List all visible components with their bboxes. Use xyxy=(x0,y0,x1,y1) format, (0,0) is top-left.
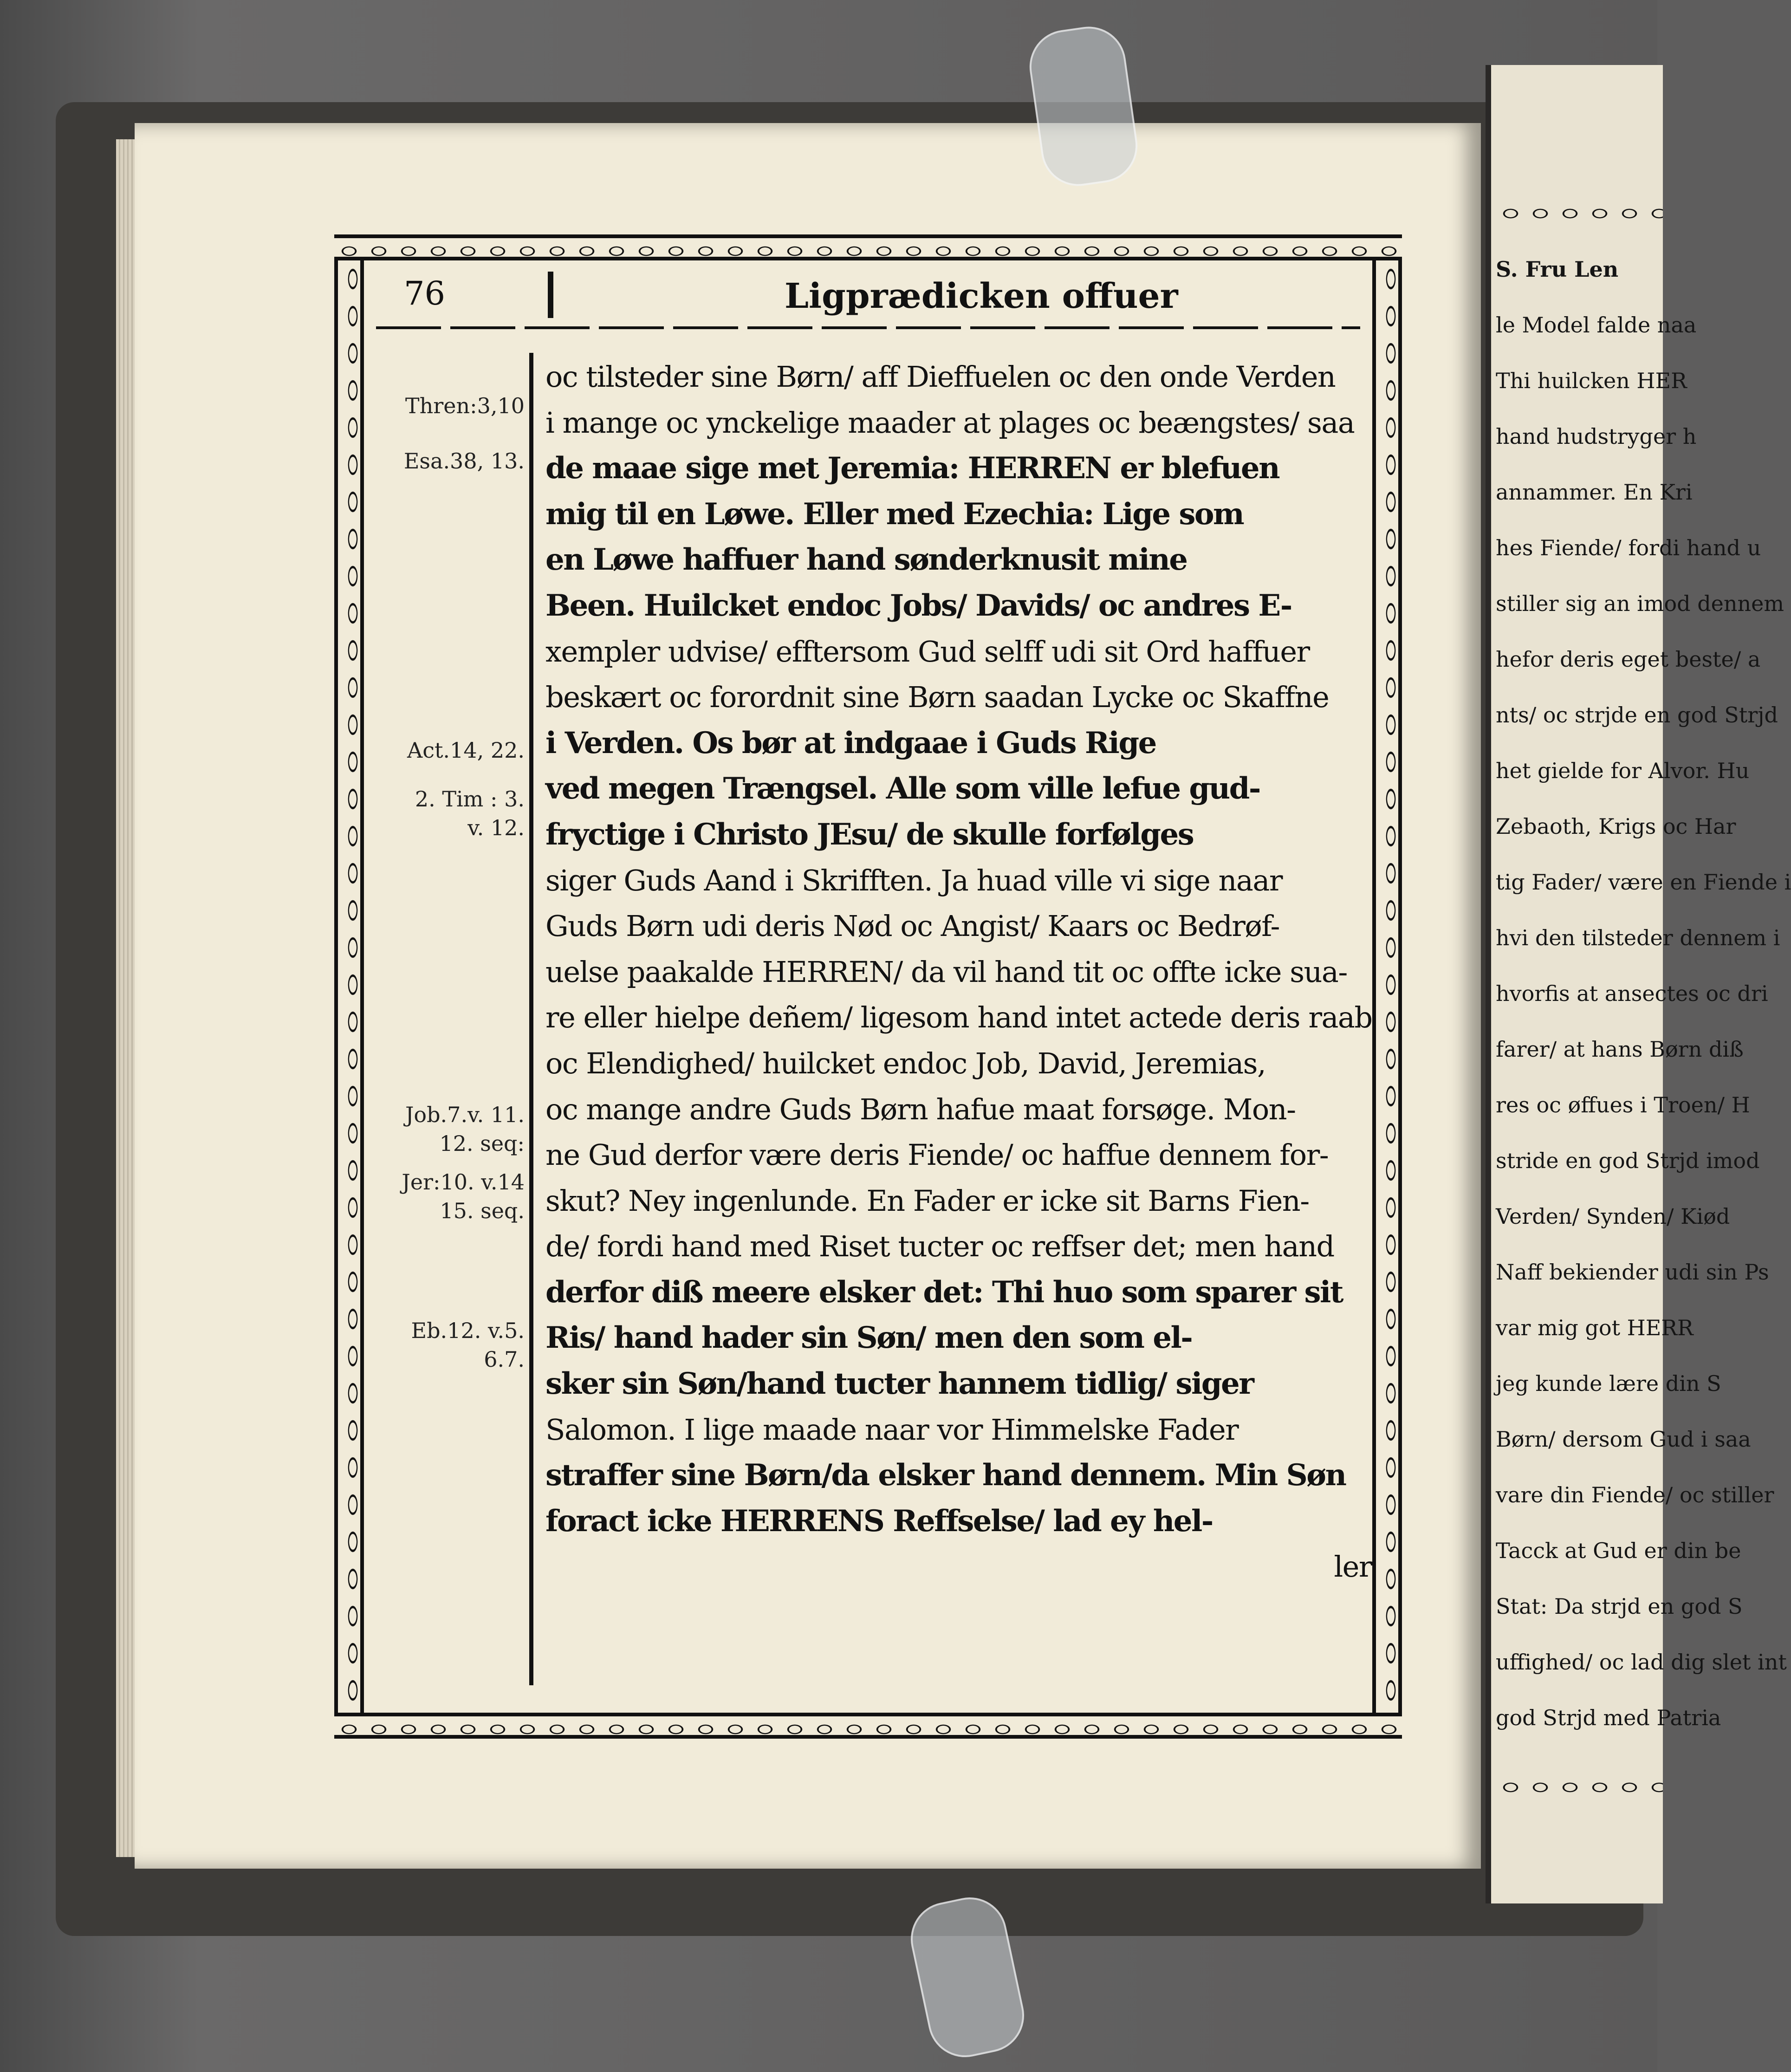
text-line: straffer sine Børn/da elsker hand dennem. Min Søn xyxy=(545,1458,1346,1493)
page-number: 76 xyxy=(404,274,446,312)
right-page-line: farer/ at hans Børn diß xyxy=(1496,1037,1744,1062)
right-page-line: hvorfis at ansectes oc dri xyxy=(1496,981,1768,1006)
margin-note: Esa.38, 13. xyxy=(403,448,525,474)
text-line: i Verden. Os bør at indgaae i Guds Rige xyxy=(545,725,1156,760)
right-page-line: Naff bekiender udi sin Ps xyxy=(1496,1260,1769,1285)
right-page-line: tig Fader/ være en Fiende i xyxy=(1496,870,1791,895)
right-page-line: jeg kunde lære din S xyxy=(1496,1371,1721,1396)
right-page-line: nts/ oc strjde en god Strjd xyxy=(1496,702,1778,727)
text-line: xempler udvise/ efftersom Gud selff udi sit Ord haffuer xyxy=(545,634,1310,669)
right-page-line: vare din Fiende/ oc stiller xyxy=(1496,1482,1774,1507)
text-line: Ris/ hand hader sin Søn/ men den som el- xyxy=(545,1320,1192,1356)
text-line: oc mange andre Guds Børn hafue maat forsøge. Mon- xyxy=(545,1092,1296,1126)
text-line: sker sin Søn/hand tucter hannem tidlig/ siger xyxy=(545,1366,1253,1402)
text-line: fryctige i Christo JEsu/ de skulle forfølges xyxy=(545,817,1194,852)
margin-note: Jer:10. v.14 15. seq. xyxy=(402,1169,525,1223)
right-page-line: hefor deris eget beste/ a xyxy=(1496,647,1761,672)
text-line: mig til en Løwe. Eller med Ezechia: Lige som xyxy=(545,496,1244,532)
right-page-line: hvi den tilsteder dennem i xyxy=(1496,925,1780,950)
page-header xyxy=(376,272,1360,323)
right-page-line: stride en god Strjd imod xyxy=(1496,1148,1760,1173)
margin-note: Act.14, 22. xyxy=(407,738,525,763)
text-line: Guds Børn udi deris Nød oc Angist/ Kaars oc Bedrøf- xyxy=(545,909,1279,943)
right-page-line: stiller sig an imod dennem xyxy=(1496,591,1784,616)
header-divider xyxy=(548,272,553,318)
ornament-border-bottom xyxy=(334,1713,1402,1739)
body-text xyxy=(545,354,1372,1590)
page-ornamental-frame xyxy=(334,234,1402,1739)
text-line: beskært oc forordnit sine Børn saadan Lycke oc Skaffne xyxy=(545,680,1329,714)
text-line: oc tilsteder sine Børn/ aff Dieffuelen oc den onde Verden xyxy=(545,360,1336,394)
right-page-line: annammer. En Kri xyxy=(1496,480,1693,505)
text-line: siger Guds Aand i Skrifften. Ja huad ville vi sige naar xyxy=(545,863,1282,897)
margin-note: 2. Tim : 3. v. 12. xyxy=(415,786,525,840)
right-page-line: hes Fiende/ fordi hand u xyxy=(1496,535,1761,560)
text-line: Salomon. I lige maade naar vor Himmelske Fader xyxy=(545,1412,1239,1447)
right-page-line: var mig got HERR xyxy=(1496,1315,1694,1340)
margin-note: Thren:3,10 xyxy=(405,393,525,418)
right-page-text xyxy=(1496,241,1791,1746)
text-line: oc Elendighed/ huilcket endoc Job, David, Jeremias, xyxy=(545,1046,1266,1080)
header-rule xyxy=(376,326,1360,329)
text-line: ved megen Trængsel. Alle som ville lefue gud- xyxy=(545,771,1260,806)
text-line: de/ fordi hand med Riset tucter oc reffser det; men hand xyxy=(545,1229,1334,1264)
right-page xyxy=(1486,65,1791,1903)
text-line: foract icke HERRENS Reffselse/ lad ey hel- xyxy=(545,1503,1213,1539)
right-page-ornament-top xyxy=(1496,200,1663,227)
ornament-border-left xyxy=(334,260,364,1713)
right-page-line: le Model falde naa xyxy=(1496,312,1697,338)
right-page-line: Stat: Da strjd en god S xyxy=(1496,1594,1743,1619)
text-line: uelse paakalde HERREN/ da vil hand tit oc offte icke sua- xyxy=(545,955,1347,989)
text-line: ne Gud derfor være deris Fiende/ oc haffue dennem for- xyxy=(545,1138,1329,1172)
right-page-ornament-bottom xyxy=(1496,1773,1663,1801)
right-page-line: god Strjd med Patria xyxy=(1496,1705,1721,1730)
right-page-line: S. Fru Len xyxy=(1496,257,1619,282)
right-page-line: Verden/ Synden/ Kiød xyxy=(1496,1204,1730,1229)
margin-note: Eb.12. v.5. 6.7. xyxy=(411,1318,525,1372)
right-page-line: uffighed/ oc lad dig slet int xyxy=(1496,1650,1787,1675)
column-rule xyxy=(529,353,533,1685)
right-page-line: Børn/ dersom Gud i saa xyxy=(1496,1427,1751,1452)
text-line: derfor diß meere elsker det: Thi huo som sparer sit xyxy=(545,1274,1343,1310)
ornament-border-top xyxy=(334,234,1402,260)
margin-note: Job.7.v. 11. 12. seq: xyxy=(405,1102,525,1156)
right-page-line: Thi huilcken HER xyxy=(1496,368,1687,393)
margin-notes xyxy=(376,360,525,1683)
text-line: re eller hielpe deñem/ ligesom hand intet actede deris raab xyxy=(545,1000,1372,1035)
right-page-line: res oc øffues i Troen/ H xyxy=(1496,1092,1750,1117)
text-line: Been. Huilcket endoc Jobs/ Davids/ oc andres E- xyxy=(545,588,1291,623)
text-line: i mange oc ynckelige maader at plages oc beængstes/ saa xyxy=(545,405,1355,440)
right-page-line: het gielde for Alvor. Hu xyxy=(1496,758,1750,783)
text-line: en Løwe haffuer hand sønderknusit mine xyxy=(545,542,1187,578)
right-page-line: Zebaoth, Krigs oc Har xyxy=(1496,814,1736,839)
text-line: ler xyxy=(1334,1550,1372,1584)
right-page-line: Tacck at Gud er din be xyxy=(1496,1538,1741,1563)
right-page-line: hand hudstryger h xyxy=(1496,424,1697,449)
running-title: Ligprædicken offuer xyxy=(785,276,1178,316)
ornament-border-right xyxy=(1372,260,1402,1713)
text-line: de maae sige met Jeremia: HERREN er blefuen xyxy=(545,451,1279,486)
text-line: skut? Ney ingenlunde. En Fader er icke sit Barns Fien- xyxy=(545,1183,1309,1218)
